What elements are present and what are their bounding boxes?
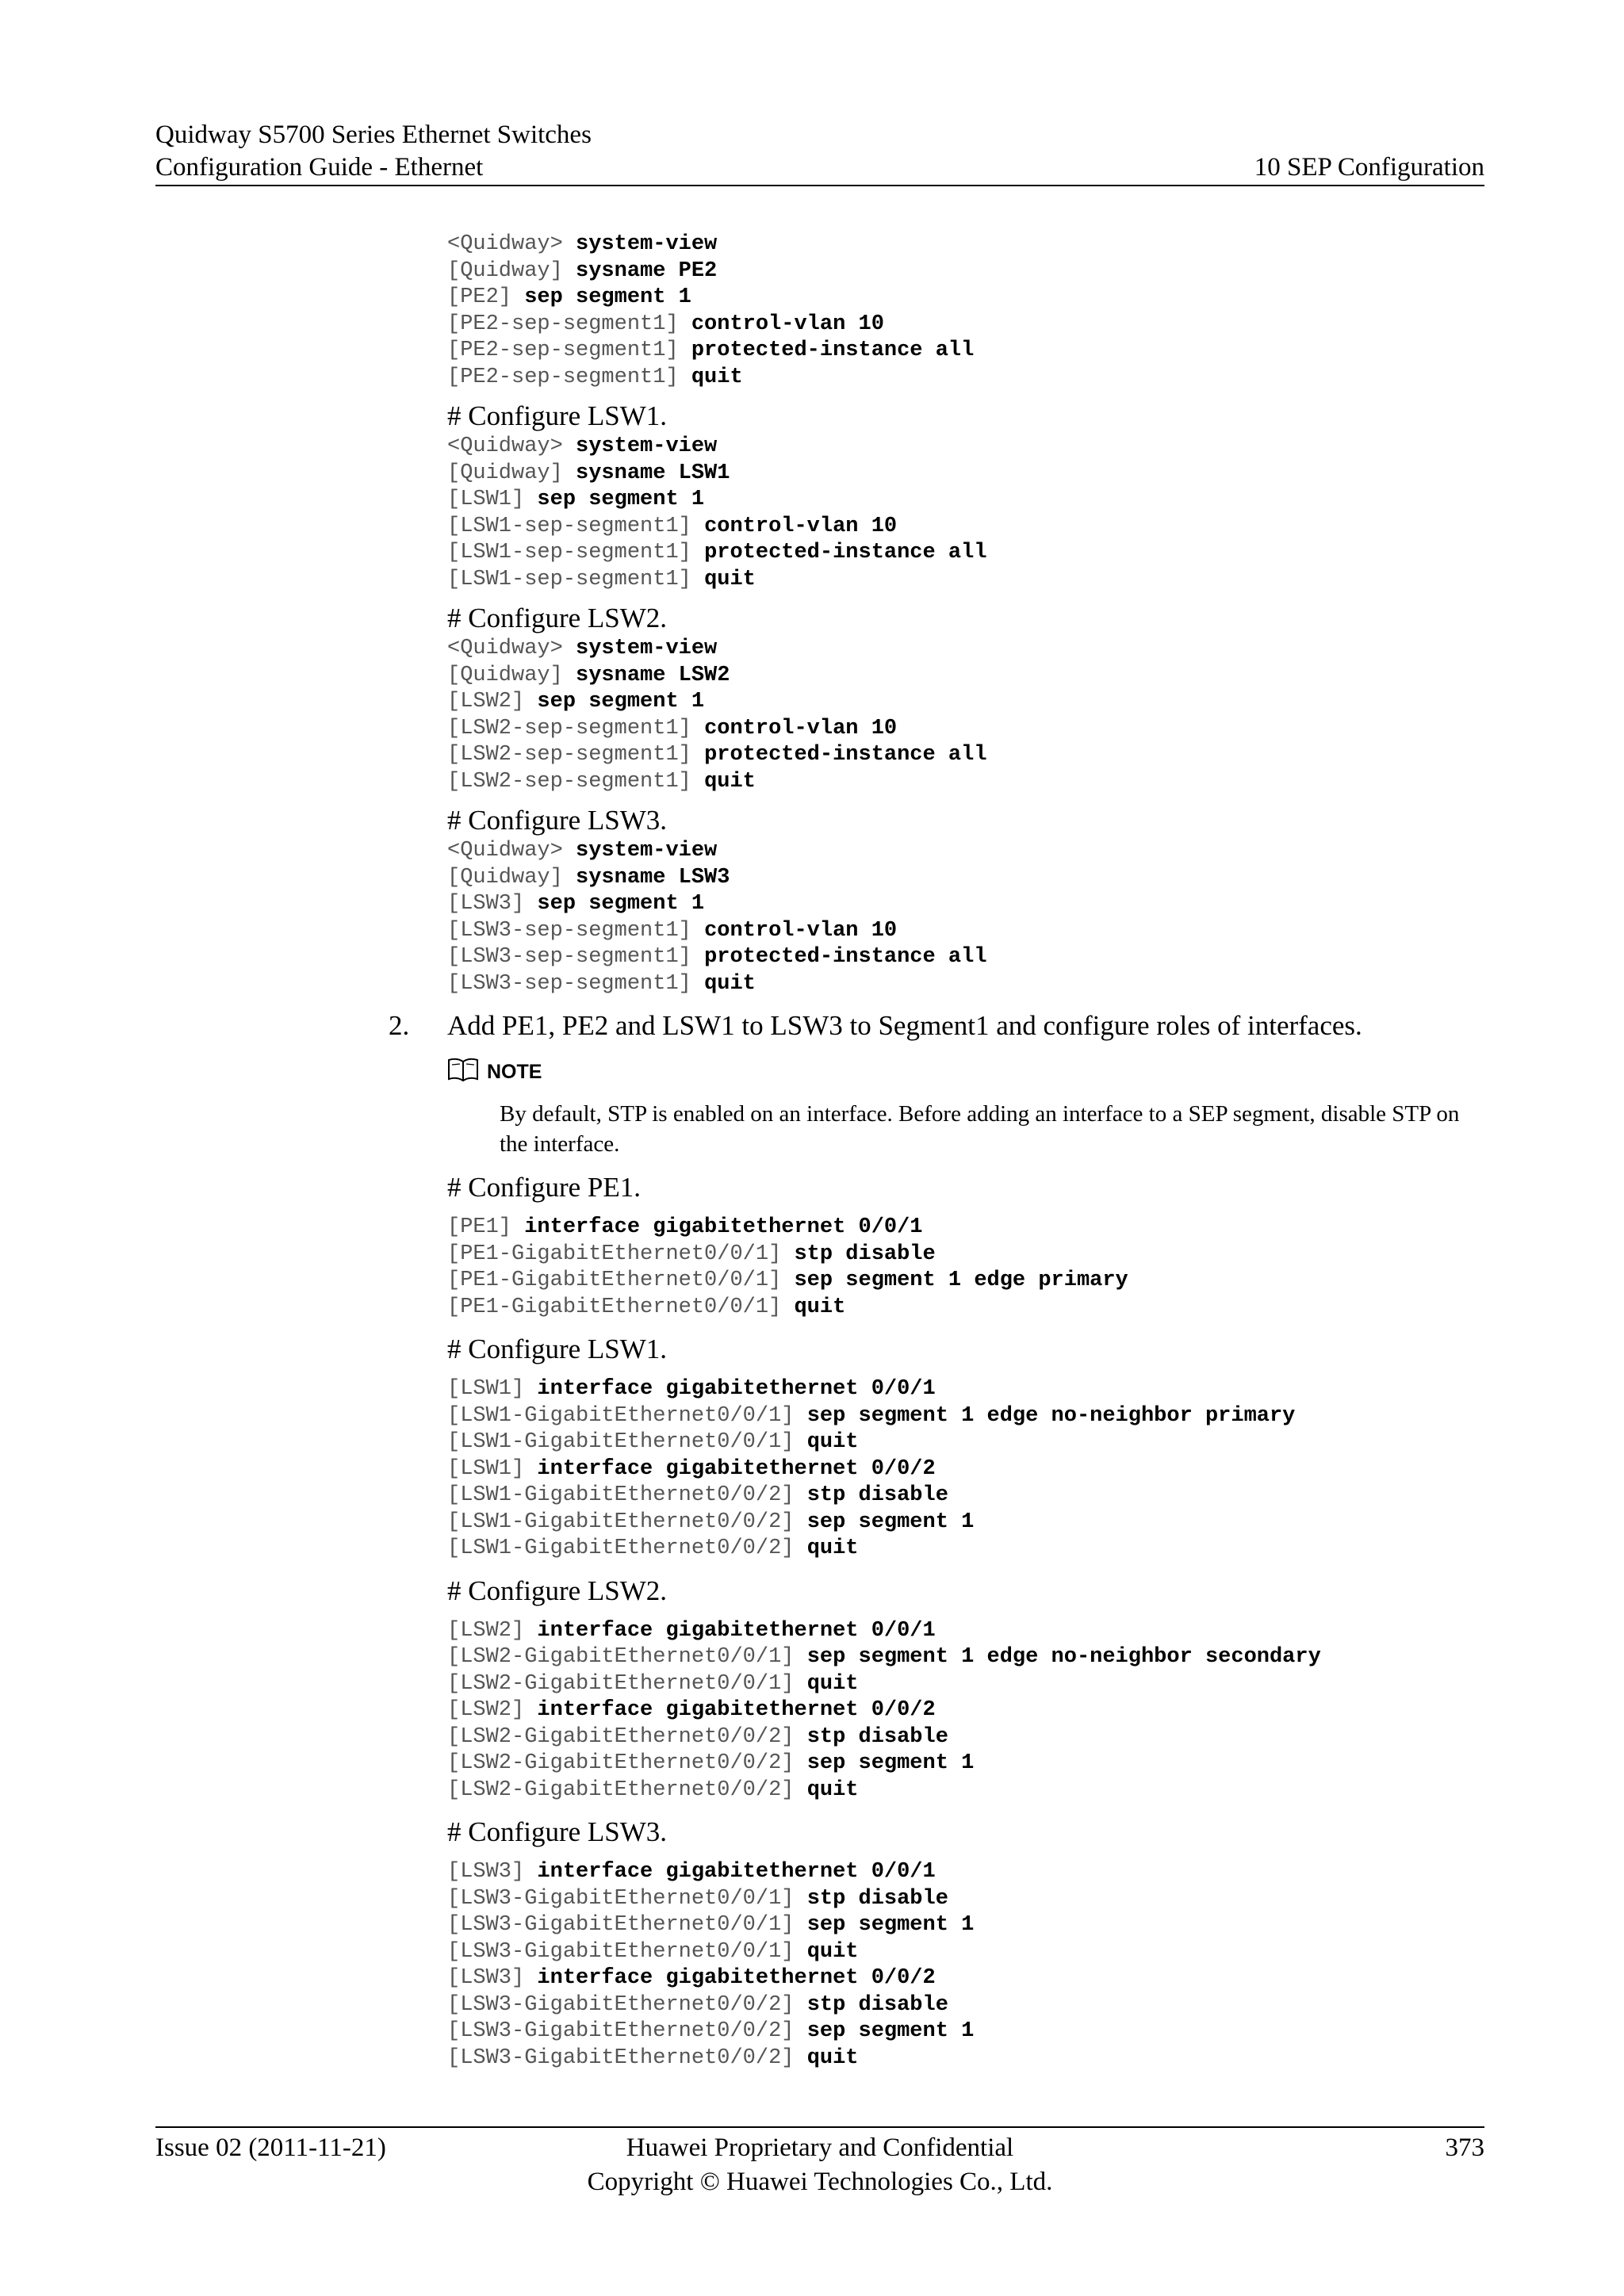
config-comment: # Configure LSW3. — [447, 1816, 668, 1847]
cli-prompt: [LSW1-sep-segment1] — [447, 567, 705, 591]
cli-command: system-view — [576, 232, 718, 256]
cli-prompt: [LSW2-sep-segment1] — [447, 716, 705, 740]
cli-prompt: [LSW2] — [447, 690, 538, 714]
cli-command: sep segment 1 — [524, 285, 691, 309]
code-line — [447, 716, 1486, 743]
code-block — [447, 232, 1486, 391]
config-comment: # Configure LSW1. — [447, 1334, 668, 1364]
cli-prompt: [LSW3-GigabitEthernet0/0/1] — [447, 1886, 807, 1911]
config-comment: # Configure LSW2. — [447, 603, 668, 633]
cli-command: control-vlan 10 — [691, 312, 884, 336]
note-label: NOTE — [487, 1060, 542, 1083]
cli-prompt: [LSW3-sep-segment1] — [447, 918, 705, 943]
cli-command: sysname LSW1 — [576, 461, 730, 485]
procedure-step — [389, 1008, 1486, 1043]
code-line — [447, 1777, 1486, 1804]
cli-prompt: [PE2] — [447, 285, 525, 309]
code-line — [447, 865, 1486, 892]
code-line — [447, 1483, 1486, 1510]
code-line — [447, 1536, 1486, 1563]
page-header — [155, 119, 1484, 184]
code-block — [447, 838, 1486, 997]
code-line — [447, 285, 1486, 312]
cli-command: interface gigabitethernet 0/0/1 — [537, 1860, 936, 1884]
code-line — [447, 689, 1486, 716]
cli-command: quit — [806, 1536, 859, 1560]
code-line — [447, 1965, 1486, 1992]
code-line — [447, 769, 1486, 796]
cli-command: quit — [691, 365, 743, 389]
code-line — [447, 918, 1486, 945]
cli-prompt: [LSW3-GigabitEthernet0/0/2] — [447, 2045, 807, 2070]
footer-issue: Issue 02 (2011-11-21) — [155, 2133, 386, 2162]
cli-command: sep segment 1 — [806, 1510, 975, 1534]
cli-prompt: [PE2-sep-segment1] — [447, 312, 691, 336]
note-header — [447, 1056, 1486, 1088]
cli-command: interface gigabitethernet 0/0/1 — [537, 1377, 936, 1401]
code-line — [447, 1215, 1486, 1242]
cli-command: stp disable — [806, 1724, 948, 1749]
code-block — [447, 1376, 1486, 1563]
cli-prompt: [LSW3-sep-segment1] — [447, 945, 705, 969]
cli-command: quit — [806, 1430, 859, 1454]
cli-prompt: [PE2-sep-segment1] — [447, 339, 691, 362]
cli-command: sysname PE2 — [576, 258, 718, 283]
cli-command: sep segment 1 edge primary — [794, 1269, 1128, 1292]
cli-prompt: [LSW2-GigabitEthernet0/0/1] — [447, 1671, 807, 1696]
code-line — [447, 434, 1486, 461]
document-body — [389, 232, 1486, 2072]
cli-command: quit — [704, 971, 756, 996]
code-line — [447, 567, 1486, 594]
cli-prompt: <Quidway> — [447, 839, 576, 863]
code-line — [447, 1618, 1486, 1645]
cli-prompt: [LSW1] — [447, 1377, 538, 1401]
cli-command: sep segment 1 — [806, 2019, 975, 2043]
footer-divider — [155, 2126, 1484, 2128]
code-line — [447, 1429, 1486, 1456]
code-line — [447, 1992, 1486, 2019]
cli-command: control-vlan 10 — [704, 918, 898, 943]
cli-prompt: [PE1-GigabitEthernet0/0/1] — [447, 1242, 795, 1266]
cli-command: protected-instance all — [704, 743, 987, 767]
config-comment: # Configure PE1. — [447, 1172, 642, 1203]
code-line — [447, 1912, 1486, 1939]
step-number: 2. — [389, 1010, 410, 1041]
cli-prompt: [LSW1-sep-segment1] — [447, 514, 705, 538]
code-line — [447, 338, 1486, 365]
header-divider — [155, 185, 1484, 186]
cli-command: system-view — [576, 434, 718, 458]
cli-command: control-vlan 10 — [704, 716, 898, 740]
cli-command: stp disable — [794, 1242, 936, 1266]
cli-command: interface gigabitethernet 0/0/1 — [537, 1618, 936, 1643]
code-line — [447, 1295, 1486, 1322]
cli-command: sysname LSW2 — [576, 663, 730, 687]
cli-command: quit — [806, 1671, 859, 1696]
cli-command: control-vlan 10 — [704, 514, 898, 538]
cli-command: system-view — [576, 839, 718, 863]
code-line — [447, 1644, 1486, 1671]
header-title-line2: Configuration Guide - Ethernet — [155, 153, 484, 182]
cli-command: sep segment 1 — [537, 690, 705, 714]
code-line — [447, 232, 1486, 258]
code-line — [447, 891, 1486, 918]
footer-confidential: Huawei Proprietary and Confidential — [626, 2133, 1014, 2162]
code-block — [447, 1859, 1486, 2072]
cli-prompt: [PE1] — [447, 1215, 525, 1239]
cli-prompt: [LSW2-GigabitEthernet0/0/2] — [447, 1751, 807, 1775]
cli-prompt: [LSW3] — [447, 1966, 538, 1990]
step-text: Add PE1, PE2 and LSW1 to LSW3 to Segment1 and configure roles of interfaces. — [447, 1010, 1362, 1041]
cli-prompt: [LSW3] — [447, 1860, 538, 1884]
code-block — [447, 636, 1486, 795]
cli-prompt: [Quidway] — [447, 258, 576, 283]
cli-command: quit — [794, 1295, 846, 1319]
book-icon — [447, 1058, 479, 1087]
cli-prompt: <Quidway> — [447, 434, 576, 458]
code-line — [447, 1697, 1486, 1724]
code-line — [447, 487, 1486, 514]
cli-command: protected-instance all — [704, 541, 987, 564]
cli-command: protected-instance all — [691, 339, 975, 362]
code-block — [447, 1618, 1486, 1804]
code-line — [447, 838, 1486, 865]
code-line — [447, 1403, 1486, 1430]
code-line — [447, 663, 1486, 690]
cli-command: system-view — [576, 637, 718, 660]
code-line — [447, 1510, 1486, 1536]
cli-prompt: [LSW1-GigabitEthernet0/0/1] — [447, 1430, 807, 1454]
footer-page-number: 373 — [1445, 2133, 1484, 2162]
cli-prompt: [LSW2-sep-segment1] — [447, 769, 705, 794]
cli-command: quit — [806, 1777, 859, 1802]
cli-command: protected-instance all — [704, 945, 987, 969]
cli-command: stp disable — [806, 1992, 948, 2017]
cli-command: interface gigabitethernet 0/0/2 — [537, 1698, 936, 1722]
cli-prompt: [PE1-GigabitEthernet0/0/1] — [447, 1269, 795, 1292]
cli-prompt: [LSW1-GigabitEthernet0/0/2] — [447, 1483, 807, 1507]
code-line — [447, 1456, 1486, 1483]
header-title-line1: Quidway S5700 Series Ethernet Switches — [155, 121, 592, 149]
cli-prompt: [LSW2-sep-segment1] — [447, 743, 705, 767]
code-line — [447, 2045, 1486, 2072]
config-comment: # Configure LSW2. — [447, 1575, 668, 1606]
cli-command: interface gigabitethernet 0/0/1 — [524, 1215, 923, 1239]
cli-command: interface gigabitethernet 0/0/2 — [537, 1456, 936, 1481]
cli-prompt: [LSW3] — [447, 892, 538, 916]
cli-command: sep segment 1 — [806, 1751, 975, 1775]
cli-command: stp disable — [806, 1886, 948, 1911]
code-block — [447, 1215, 1486, 1321]
code-line — [447, 514, 1486, 541]
cli-prompt: [LSW1] — [447, 488, 538, 511]
note-text: By default, STP is enabled on an interface. Before adding an interface to a SEP segment, disable STP on the interface. — [500, 1101, 1460, 1157]
code-line — [447, 1939, 1486, 1966]
cli-command: interface gigabitethernet 0/0/2 — [537, 1966, 936, 1990]
code-line — [447, 636, 1486, 663]
cli-command: sysname LSW3 — [576, 865, 730, 890]
cli-prompt: [PE1-GigabitEthernet0/0/1] — [447, 1295, 795, 1319]
cli-command: stp disable — [806, 1483, 948, 1507]
cli-prompt: [LSW3-GigabitEthernet0/0/2] — [447, 1992, 807, 2017]
cli-prompt: [LSW2] — [447, 1698, 538, 1722]
footer-center — [155, 2131, 1484, 2199]
cli-command: quit — [704, 567, 756, 591]
code-line — [447, 461, 1486, 488]
cli-prompt: [LSW3-GigabitEthernet0/0/2] — [447, 2019, 807, 2043]
code-line — [447, 1671, 1486, 1698]
code-line — [447, 1376, 1486, 1403]
cli-prompt: [LSW3-GigabitEthernet0/0/1] — [447, 1913, 807, 1937]
cli-prompt: [LSW1-sep-segment1] — [447, 541, 705, 564]
config-comment: # Configure LSW1. — [447, 400, 668, 431]
cli-prompt: [PE2-sep-segment1] — [447, 365, 691, 389]
cli-prompt: [Quidway] — [447, 663, 576, 687]
cli-prompt: <Quidway> — [447, 232, 576, 256]
cli-prompt: [Quidway] — [447, 865, 576, 890]
cli-prompt: [LSW1] — [447, 1456, 538, 1481]
cli-prompt: [LSW3-sep-segment1] — [447, 971, 705, 996]
cli-command: sep segment 1 — [806, 1913, 975, 1937]
code-line — [447, 1859, 1486, 1886]
cli-command: sep segment 1 — [537, 892, 705, 916]
code-line — [447, 944, 1486, 971]
cli-prompt: [LSW3-GigabitEthernet0/0/1] — [447, 1939, 807, 1964]
cli-prompt: [Quidway] — [447, 461, 576, 485]
cli-prompt: [LSW1-GigabitEthernet0/0/1] — [447, 1403, 807, 1428]
code-line — [447, 312, 1486, 339]
cli-command: sep segment 1 edge no-neighbor secondary — [806, 1645, 1321, 1669]
cli-command: sep segment 1 — [537, 488, 705, 511]
code-line — [447, 2019, 1486, 2045]
cli-command: quit — [806, 1939, 859, 1964]
footer-copyright: Copyright © Huawei Technologies Co., Ltd. — [587, 2168, 1053, 2196]
cli-prompt: [LSW2-GigabitEthernet0/0/2] — [447, 1777, 807, 1802]
code-line — [447, 1242, 1486, 1269]
code-line — [447, 1268, 1486, 1295]
cli-prompt: [LSW2-GigabitEthernet0/0/1] — [447, 1645, 807, 1669]
config-comment: # Configure LSW3. — [447, 805, 668, 836]
cli-command: sep segment 1 edge no-neighbor primary — [806, 1403, 1296, 1428]
code-block — [447, 434, 1486, 593]
code-line — [447, 742, 1486, 769]
code-line — [447, 365, 1486, 392]
code-line — [447, 971, 1486, 998]
header-chapter: 10 SEP Configuration — [1254, 153, 1484, 182]
cli-prompt: [LSW2] — [447, 1618, 538, 1643]
cli-prompt: [LSW2-GigabitEthernet0/0/2] — [447, 1724, 807, 1749]
cli-prompt: <Quidway> — [447, 637, 576, 660]
cli-prompt: [LSW1-GigabitEthernet0/0/2] — [447, 1536, 807, 1560]
code-line — [447, 1886, 1486, 1913]
code-line — [447, 540, 1486, 567]
code-line — [447, 258, 1486, 285]
code-line — [447, 1724, 1486, 1751]
cli-command: quit — [806, 2045, 859, 2070]
cli-command: quit — [704, 769, 756, 794]
cli-prompt: [LSW1-GigabitEthernet0/0/2] — [447, 1510, 807, 1534]
code-line — [447, 1751, 1486, 1777]
